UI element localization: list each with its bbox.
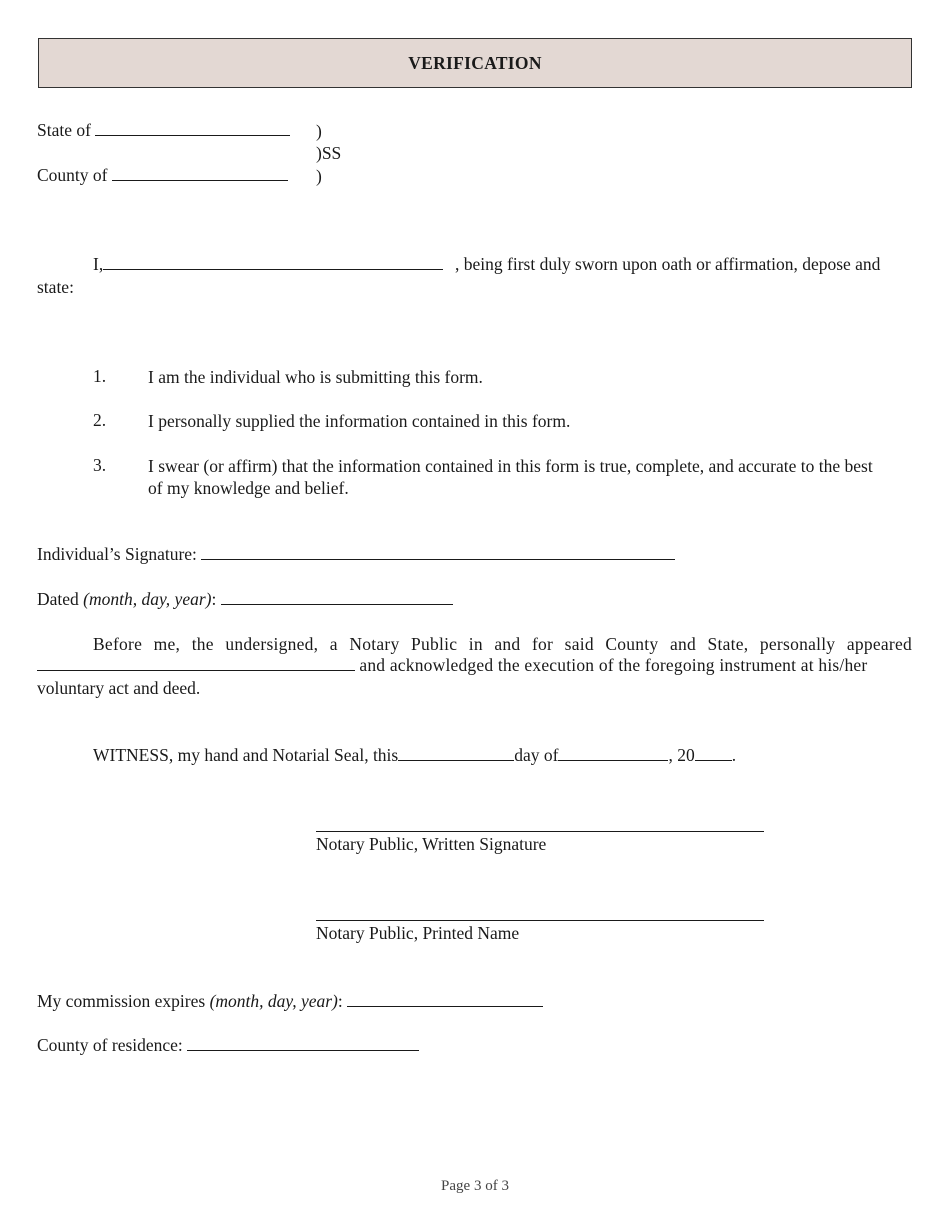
notary-printed-name-line[interactable] xyxy=(316,920,764,921)
state-label: State of xyxy=(37,120,91,140)
witness-part2: day of xyxy=(514,745,559,765)
oath-line xyxy=(93,254,443,275)
residence-blank[interactable] xyxy=(187,1049,419,1051)
notary-para-line2 xyxy=(37,655,907,676)
dated-colon: : xyxy=(211,589,217,609)
dated-hint: (month, day, year) xyxy=(83,589,212,609)
statement-1-text: I am the individual who is submitting this form. xyxy=(148,367,483,387)
commission-blank[interactable] xyxy=(347,1005,543,1007)
notary-para-line2-text: and acknowledged the execution of the foregoing instrument at his/her xyxy=(359,655,868,675)
commission-hint: (month, day, year) xyxy=(209,991,338,1011)
notary-printed-name-label: Notary Public, Printed Name xyxy=(316,923,520,943)
witness-year-blank[interactable] xyxy=(695,759,732,761)
witness-day-blank[interactable] xyxy=(398,759,514,761)
witness-part3: , 20 xyxy=(668,745,695,765)
statement-2-text: I personally supplied the information contained in this form. xyxy=(148,411,571,431)
oath-continuation: state: xyxy=(37,277,74,297)
form-title: VERIFICATION xyxy=(408,52,542,73)
individual-signature-field xyxy=(37,544,675,565)
statement-3-text-line1: I swear (or affirm) that the information contained in this form is true, complete, and accurate to the best xyxy=(148,456,873,476)
page-number: Page 3 of 3 xyxy=(441,1178,509,1194)
dated-label: Dated xyxy=(37,589,79,609)
statement-1-number: 1. xyxy=(93,366,107,386)
appeared-name-blank[interactable] xyxy=(37,669,355,671)
witness-part1: WITNESS, my hand and Notarial Seal, this xyxy=(93,745,399,765)
statement-3-text-line2: of my knowledge and belief. xyxy=(148,478,349,498)
oath-prefix: I, xyxy=(93,254,104,274)
state-field xyxy=(37,120,290,141)
venue-ss: )SS xyxy=(316,143,342,163)
venue-paren-top: ) xyxy=(316,121,322,141)
residence-field xyxy=(37,1035,419,1056)
county-blank[interactable] xyxy=(112,179,288,181)
commission-field xyxy=(37,991,543,1012)
oath-suffix: , being first duly sworn upon oath or affirmation, depose and xyxy=(455,254,881,274)
county-field xyxy=(37,165,288,186)
residence-label: County of residence: xyxy=(37,1035,183,1055)
commission-label: My commission expires xyxy=(37,991,206,1011)
witness-month-blank[interactable] xyxy=(558,759,668,761)
county-label: County of xyxy=(37,165,108,185)
statement-3-number: 3. xyxy=(93,455,107,475)
notary-para-line1: Before me, the undersigned, a Notary Public in and for said County and State, personally appeared xyxy=(93,634,912,654)
commission-colon: : xyxy=(337,991,343,1011)
individual-signature-label: Individual’s Signature: xyxy=(37,544,197,564)
dated-field xyxy=(37,589,453,610)
form-header xyxy=(38,38,912,88)
state-blank[interactable] xyxy=(95,134,290,136)
notary-para-line3: voluntary act and deed. xyxy=(37,678,201,698)
dated-blank[interactable] xyxy=(221,603,453,605)
venue-paren-bot: ) xyxy=(316,166,322,186)
witness-part4: . xyxy=(731,745,737,765)
notary-written-signature-label: Notary Public, Written Signature xyxy=(316,834,547,854)
affiant-name-blank[interactable] xyxy=(103,268,443,270)
witness-line xyxy=(93,745,736,766)
statement-2-number: 2. xyxy=(93,410,107,430)
individual-signature-blank[interactable] xyxy=(201,558,675,560)
notary-written-signature-line[interactable] xyxy=(316,831,764,832)
